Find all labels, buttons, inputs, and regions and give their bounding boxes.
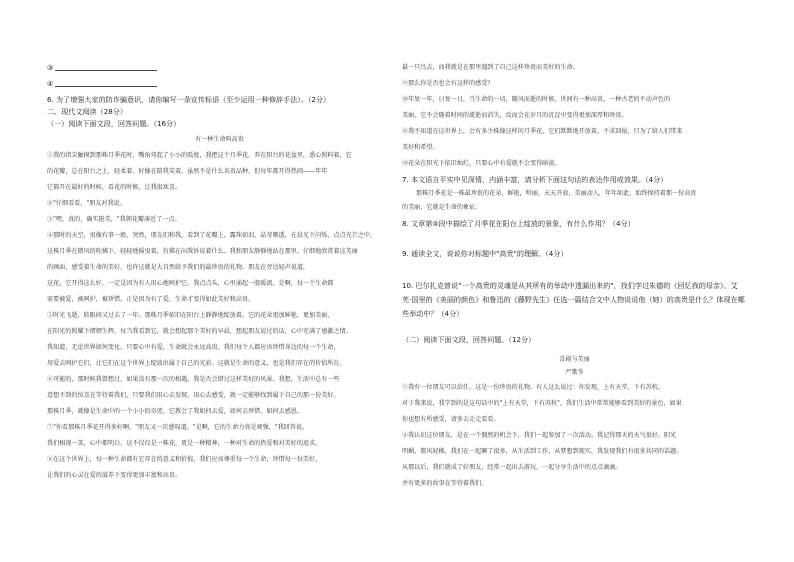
blank-label: ④: [47, 79, 54, 88]
blank-item-4: [47, 80, 53, 88]
paragraph-line: ⑧在这个世界上，每一种生命都有它存在的意义和价值，我们应该尊重每一个生命，珍惜每一份美好，: [47, 456, 322, 463]
question-8: 8. 文章第⑤段中描绘了月季花在阳台上绽放的景象，有什么作用？（4分）: [402, 219, 635, 228]
paragraph-line: ⑨那么你是否也会有这样的感受？: [402, 80, 494, 87]
article-author: 严歌苓: [565, 369, 584, 376]
answer-line[interactable]: [55, 86, 157, 87]
paragraph-line: 需要被爱，被呵护，被珍惜。正是因为有了爱，生命才变得如此美好和高贵。: [47, 296, 255, 303]
question-10: 芜·国里的《美丽的颜色》和鲁迅的《藤野先生》任选一篇结合文中人物说说他（她）的高贵是什么？体现在哪: [402, 295, 745, 304]
blank-item-3: [47, 64, 53, 72]
paragraph-line: ①我的指尖触摸到那株月季花时，嘴角弯起了小小的弧度，我把这个月季花，养在阳台的花盆里，悉心照料着，它: [47, 152, 352, 159]
paragraph-line: ①我有一位朋友可以信任，这是一份珍贵的礼物。有人这么说过：你发现，上有天堂，下有苏杭。: [402, 384, 665, 391]
paragraph-line: 的画面，感受着生命的美好，也许这就是大自然给予我们的最珍贵的礼物。朋友在旁边轻声说道，: [47, 264, 310, 271]
paragraph-line: 用爱去呵护它们，让它们在这个世界上绽放出属于自己的光彩。这就是生命的意义，也是我们存在的价值所在。: [47, 360, 346, 367]
paragraph-line: 意想不到的惊喜在等待着我们，只要我们用心去发现，用心去感受，就一定能够找到属于自己的那一份美好。: [47, 392, 340, 399]
question-6: 6. 为了增强大家的防诈骗意识，请你编写一条宣传标语（至少运用一种修辞手法）。（2分）: [47, 95, 331, 104]
paragraph-line: 美丽，它不会随着时间的流逝而消失，反而会在岁月的沉淀中变得更加深厚和珍贵。: [402, 112, 628, 119]
paragraph-line: ③"嘿，真的，确实挺美，"我朝花瓣凑近了一点。: [47, 216, 181, 223]
paragraph-line: 最一只鸟去，而我就是在那里遇到了自己这样珍贵而美好的生命。: [402, 64, 579, 71]
paragraph-line: 那株月季，就像是生命中的一个小小的奇迹，它教会了我如何去爱，如何去珍惜，如何去感恩。: [47, 408, 303, 415]
paragraph-line: 美好和希望。: [402, 144, 439, 151]
paragraph-line: 明媚，微风轻拂，我们在一起聊了很多，从生活到工作，从梦想到现实，我发现我们有很多共同的话题。: [402, 448, 683, 455]
question-10: 10. 巴尔扎克曾说"一个高贵的灵魂是从其所有的举动中透漏出来的"，找们学过朱德的《回忆我的母亲》、艾: [402, 281, 738, 290]
paragraph-line: ⑥可能的，那时候我曾想过，如果没有那一次的相遇，我是否会错过这样美好的风景。我想，生活中总有一些: [47, 376, 340, 383]
paragraph-line: 这花，它开得这么好，一定是因为有人用心地呵护它。我点点头，心里涌起一股暖流。是啊，每一个生命都: [47, 280, 334, 287]
section-heading: 二、现代文阅读（28分）: [47, 107, 127, 116]
blank-label: ③: [47, 63, 54, 72]
paragraph-line: ⑪我不知道在这世界上，会有多少株像这样的月季花，它们默默地开放着，不求回报，只为了给人们带来: [402, 128, 683, 135]
answer-line[interactable]: [55, 70, 157, 71]
paragraph-line: ⑫花朵在阳光下依旧灿烂，只要心中有爱就不会变得暗淡。: [402, 160, 561, 167]
paragraph-line: ②我认识这位朋友，是在一个偶然的机会下，我们一起参加了一次活动。我记得那天的天气很好，阳光: [402, 432, 677, 439]
article-title: 喜剧与美丽: [559, 356, 590, 363]
question-9: 9. 通读全文，说说你对标题中"高贵"的理解。（4分）: [402, 249, 568, 258]
paragraph-line: 你也想有所感受，请多去走走看看。: [402, 416, 500, 423]
paragraph-line: 我知道，无论世界如何变化，只要心中有爱，生命就会永远高贵。我们每个人都应该珍惜身边的每一个生命，: [47, 344, 340, 351]
subsection-heading: （一）阅读下面文段，回答问题。（16分）: [47, 119, 181, 128]
quoted-sentence: 那株月季花是一株最珍贵的花朵，鲜艳，明丽，天天开放，美丽动人，年年如此，始终保持着那一份高贵: [416, 190, 697, 197]
paragraph-line: 我们相视一笑，心中都明白，这不仅仅是一株花，更是一种精神，一种对生命的热爱和对美好的追求。: [47, 440, 322, 447]
question-10: 些举动中？（4分）: [402, 309, 464, 318]
paragraph-line: ⑤时光飞逝，转眼间又过去了一年。那株月季依旧在阳台上静静地绽放着，它的花朵更加鲜艳，更加美丽，: [47, 312, 334, 319]
paragraph-line: 从那以后，我们就成了好朋友，经常一起出去游玩，一起分享生活中的点点滴滴。: [402, 464, 622, 471]
quoted-sentence: 的美丽，它就是生命的象征。: [402, 204, 482, 211]
paragraph-line: ④那时的天空，很像有事一般，突然，朋友们和我，看到了花瓣上，露珠如泪，晶莹剔透，在晨光下闪烁，点点光芒之中，: [47, 232, 377, 239]
paragraph-line: ⑩年复一年，日复一日，当生命的一切，随风而逝的时候，世间有一种高贵，一种古老的不动声色的: [402, 96, 671, 103]
paragraph-line: 让我们的心灵在爱的滋养下变得更加丰富和高贵。: [47, 472, 182, 479]
subsection-heading: （二）阅读下面文段，回答问题。（12分）: [402, 335, 536, 344]
paragraph-line: 对于我来说，我学到的是这句话中的"上有天堂，下有苏杭"，我们生活中常常能够看到美好的景色，如果: [402, 400, 682, 407]
question-7: 7. 本文语言平实中见深情，内涵丰富，请分析下面这句话的表达作用或效果。（4分）: [402, 175, 668, 184]
paragraph-line: 在阳光的照耀下熠熠生辉。每当我看到它，就会想起那个美好的早晨，想起朋友说过的话，心中充满了感激之情。: [47, 328, 352, 335]
paragraph-line: 这株月季在微风的吹拂下，轻轻地摇曳着，仿佛在向我诉说着什么。我和朋友静静地站在那里，仔细地欣赏着这美丽: [47, 248, 358, 255]
paragraph-line: 的花瓣，总在阳台之上，轻柔着，好像在陪我笑着。虽然不是什么名贵品种，但每年都开得热闹——年年: [47, 168, 328, 175]
article-title: 有一种生命叫高贵: [195, 136, 244, 143]
paragraph-line: ②"仔细看看，"朋友对我说。: [47, 200, 126, 207]
paragraph-line: 并有更多的故事在等待着我们。: [402, 480, 488, 487]
paragraph-line: ⑦"你看那株月季花开得多好啊，"朋友又一次感叹道。"是啊，它的生命力真是顽强，"我回答说。: [47, 424, 309, 431]
paragraph-line: 它都开在最好的时候，看花的时候，让我很欢喜。: [47, 184, 182, 191]
